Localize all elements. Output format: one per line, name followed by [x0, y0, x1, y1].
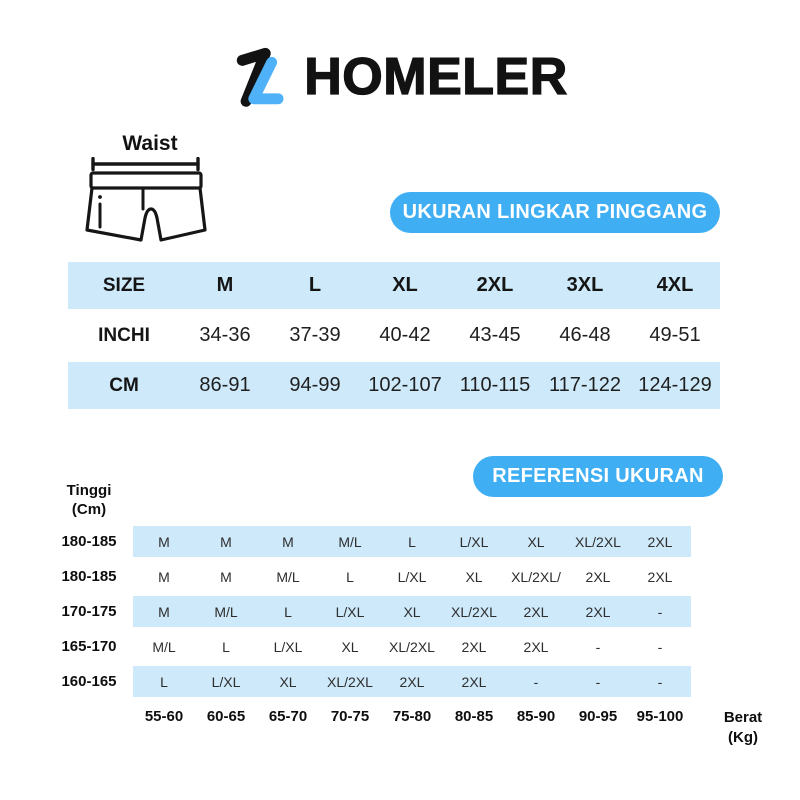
size-table-cell: 43-45 — [469, 324, 521, 346]
reference-size-cell: M/L — [276, 568, 300, 585]
size-table-cell: 124-129 — [630, 362, 720, 409]
size-table-header-cell: 3XL — [540, 262, 630, 309]
reference-size-cell: - — [629, 666, 691, 697]
height-axis-label-line2: (Cm) — [71, 501, 107, 518]
weight-axis-label-line1: Berat — [723, 709, 763, 726]
reference-table-row — [45, 596, 795, 627]
reference-size-cell: XL — [341, 638, 359, 655]
reference-size-cell: 2XL — [381, 666, 443, 697]
reference-size-cell: 2XL — [567, 596, 629, 627]
brand-name: HOMELER — [304, 48, 568, 106]
height-axis-label-line1: Tinggi — [66, 481, 112, 499]
height-range-label: 180-185 — [61, 533, 117, 550]
empty-cell — [691, 666, 795, 697]
size-table-cell: 117-122 — [540, 362, 630, 409]
size-table-header-cell: SIZE — [68, 262, 180, 309]
reference-size-cell: L/XL — [273, 638, 303, 655]
weight-range-label: 80-85 — [454, 708, 494, 725]
height-range-label: 170-175 — [61, 603, 117, 620]
size-table-header-cell: XL — [360, 262, 450, 309]
reference-size-cell: M/L — [195, 596, 257, 627]
reference-table — [45, 474, 795, 751]
reference-size-cell: 2XL — [505, 596, 567, 627]
size-table-header-cell: 4XL — [630, 262, 720, 309]
weight-range-label: 85-90 — [516, 708, 556, 725]
size-table-cell: 94-99 — [270, 362, 360, 409]
empty-cell — [691, 631, 795, 662]
empty-cell — [319, 478, 381, 522]
weight-axis-label — [691, 701, 795, 747]
brand-logo — [0, 44, 800, 110]
reference-size-cell: - — [567, 666, 629, 697]
brand-monogram-icon — [232, 44, 296, 110]
empty-cell — [443, 478, 505, 522]
waist-size-section-badge: UKURAN LINGKAR PINGGANG — [390, 192, 720, 233]
size-table-row — [68, 312, 720, 359]
reference-size-cell: - — [657, 638, 663, 655]
size-table — [68, 259, 720, 412]
height-range-label: 165-170 — [61, 638, 117, 655]
empty-cell — [691, 526, 795, 557]
waist-diagram — [85, 132, 215, 255]
reference-size-cell: XL/2XL — [567, 526, 629, 557]
empty-cell — [567, 478, 629, 522]
empty-cell — [505, 478, 567, 522]
reference-size-cell: M — [257, 526, 319, 557]
reference-size-cell: M — [158, 568, 170, 585]
weight-range-label: 60-65 — [206, 708, 246, 725]
weight-range-label: 75-80 — [392, 708, 432, 725]
size-table-header-cell: 2XL — [450, 262, 540, 309]
reference-size-cell: M/L — [319, 526, 381, 557]
size-table-header-row — [68, 262, 720, 309]
reference-table-header-row — [45, 478, 795, 522]
reference-table-row — [45, 526, 795, 557]
reference-size-cell: L/XL — [319, 596, 381, 627]
empty-cell — [133, 478, 195, 522]
height-axis-label — [45, 478, 133, 522]
size-table-cell: 86-91 — [180, 362, 270, 409]
reference-size-cell: L — [346, 568, 354, 585]
size-table-cell: 34-36 — [199, 324, 251, 346]
empty-cell — [257, 478, 319, 522]
reference-table-row — [45, 561, 795, 592]
size-table-cell: 110-115 — [450, 362, 540, 409]
empty-cell — [691, 561, 795, 592]
reference-size-cell: 2XL — [523, 638, 549, 655]
reference-size-cell: M — [195, 526, 257, 557]
reference-size-cell: M — [133, 526, 195, 557]
reference-size-cell: 2XL — [461, 638, 487, 655]
reference-size-cell: XL/2XL — [443, 596, 505, 627]
weight-range-label: 70-75 — [330, 708, 370, 725]
reference-size-cell: XL/2XL — [319, 666, 381, 697]
reference-table-footer-row — [45, 701, 795, 747]
waist-label: Waist — [122, 132, 178, 155]
empty-cell — [45, 701, 133, 747]
weight-range-label: 90-95 — [578, 708, 618, 725]
height-range-label: 160-165 — [61, 673, 117, 690]
size-table-cell: 40-42 — [379, 324, 431, 346]
reference-size-cell: L — [257, 596, 319, 627]
size-table-row — [68, 362, 720, 409]
reference-size-cell: L/XL — [397, 568, 427, 585]
empty-cell — [691, 478, 795, 522]
size-reference-section-badge: REFERENSI UKURAN — [473, 456, 723, 497]
reference-size-cell: L — [381, 526, 443, 557]
reference-size-cell: - — [595, 638, 601, 655]
reference-size-cell: L — [222, 638, 230, 655]
size-table-row-label: CM — [68, 362, 180, 409]
reference-table-row — [45, 631, 795, 662]
reference-size-cell: 2XL — [647, 568, 673, 585]
reference-size-cell: 2XL — [443, 666, 505, 697]
empty-cell — [195, 478, 257, 522]
reference-size-cell: L/XL — [443, 526, 505, 557]
reference-size-cell: XL — [381, 596, 443, 627]
size-table-header-cell: M — [180, 262, 270, 309]
weight-range-label: 55-60 — [144, 708, 184, 725]
reference-size-cell: XL/2XL — [389, 638, 435, 655]
reference-size-cell: L/XL — [195, 666, 257, 697]
weight-axis-label-line2: (Kg) — [728, 728, 758, 746]
weight-range-label: 65-70 — [268, 708, 308, 725]
reference-size-cell: 2XL — [585, 568, 611, 585]
size-table-row-label: INCHI — [98, 324, 150, 346]
reference-size-cell: L — [133, 666, 195, 697]
reference-size-cell: XL — [505, 526, 567, 557]
empty-cell — [691, 596, 795, 627]
size-table-header-cell: L — [270, 262, 360, 309]
reference-size-cell: M — [220, 568, 232, 585]
size-table-cell: 102-107 — [360, 362, 450, 409]
reference-size-cell: M/L — [152, 638, 176, 655]
weight-range-label: 95-100 — [636, 708, 684, 725]
size-table-cell: 46-48 — [559, 324, 611, 346]
reference-table-row — [45, 666, 795, 697]
reference-size-cell: M — [133, 596, 195, 627]
boxer-briefs-outline-icon — [85, 157, 215, 255]
reference-size-cell: XL — [257, 666, 319, 697]
reference-size-cell: - — [505, 666, 567, 697]
size-table-cell: 49-51 — [649, 324, 701, 346]
empty-cell — [629, 478, 691, 522]
reference-size-cell: - — [629, 596, 691, 627]
reference-size-cell: XL/2XL/ — [511, 568, 561, 585]
height-range-label: 180-185 — [61, 568, 117, 585]
size-table-cell: 37-39 — [289, 324, 341, 346]
reference-size-cell: 2XL — [629, 526, 691, 557]
empty-cell — [381, 478, 443, 522]
reference-size-cell: XL — [465, 568, 483, 585]
